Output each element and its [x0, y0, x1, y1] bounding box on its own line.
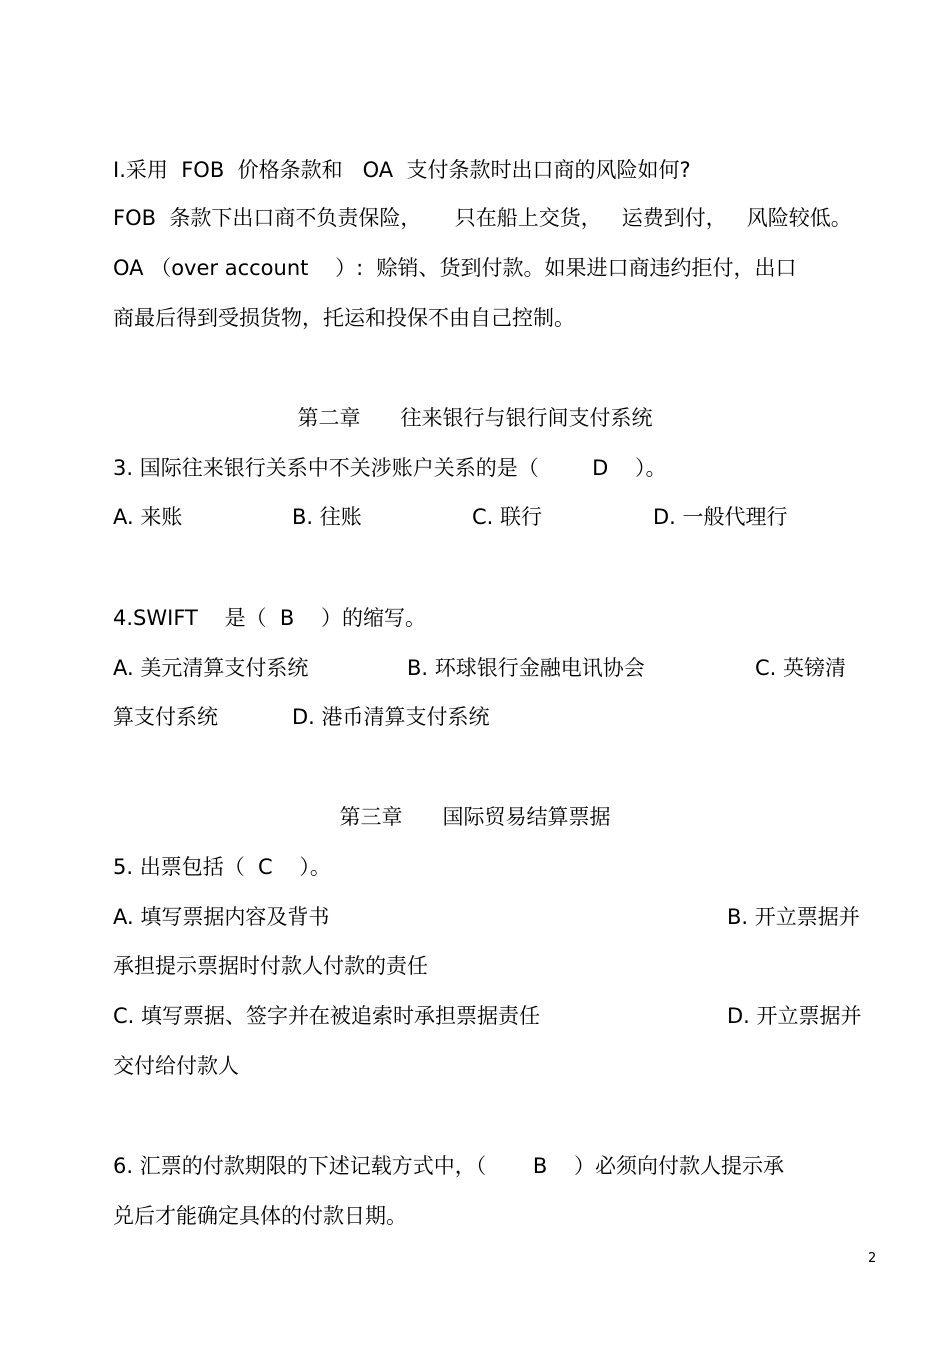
q3-stem: 3. 国际往来银行关系中不关涉账户关系的是（ D ）。	[113, 456, 667, 480]
q5-option-d-part1: D. 开立票据并	[727, 1004, 862, 1028]
section1-answer-line2: OA （over account ）: 赊销、货到付款。如果进口商违约拒付，出口	[113, 256, 797, 280]
q3-option-b: B. 往账	[292, 505, 362, 529]
q4-option-b: B. 环球银行金融电讯协会	[407, 656, 645, 680]
q4-option-d: D. 港币清算支付系统	[292, 705, 490, 729]
section1-question: I.采用 FOB 价格条款和 OA 支付条款时出口商的风险如何?	[113, 158, 691, 182]
page-number: 2	[868, 1251, 877, 1266]
q3-option-a: A. 来账	[113, 505, 183, 529]
q3-option-d: D. 一般代理行	[653, 505, 788, 529]
q5-option-b-part1: B. 开立票据并	[727, 905, 860, 929]
q5-stem: 5. 出票包括（ C ）。	[113, 855, 331, 879]
q5-option-d-part2: 交付给付款人	[113, 1054, 239, 1078]
q5-option-b-part2: 承担提示票据时付款人付款的责任	[113, 954, 428, 978]
section1-answer-line3: 商最后得到受损货物，托运和投保不由自己控制。	[113, 306, 575, 330]
q6-stem-line1: 6. 汇票的付款期限的下述记载方式中，（ B ）必须向付款人提示承	[113, 1154, 785, 1178]
q6-stem-line2: 兑后才能确定具体的付款日期。	[113, 1204, 407, 1228]
q4-option-c-part1: C. 英镑清	[755, 656, 847, 680]
section1-answer-line1: FOB 条款下出口商不负责保险， 只在船上交货， 运费到付， 风险较低。	[113, 206, 852, 230]
chapter3-heading: 第三章 国际贸易结算票据	[339, 805, 611, 829]
q4-option-a: A. 美元清算支付系统	[113, 656, 309, 680]
q5-option-a: A. 填写票据内容及背书	[113, 905, 330, 929]
q4-option-c-part2: 算支付系统	[113, 705, 218, 729]
q3-option-c: C. 联行	[472, 505, 543, 529]
q5-option-c: C. 填写票据、签字并在被追索时承担票据责任	[113, 1004, 541, 1028]
q4-stem: 4.SWIFT 是（ B ）的缩写。	[113, 606, 427, 630]
chapter2-heading: 第二章 往来银行与银行间支付系统	[297, 406, 653, 430]
